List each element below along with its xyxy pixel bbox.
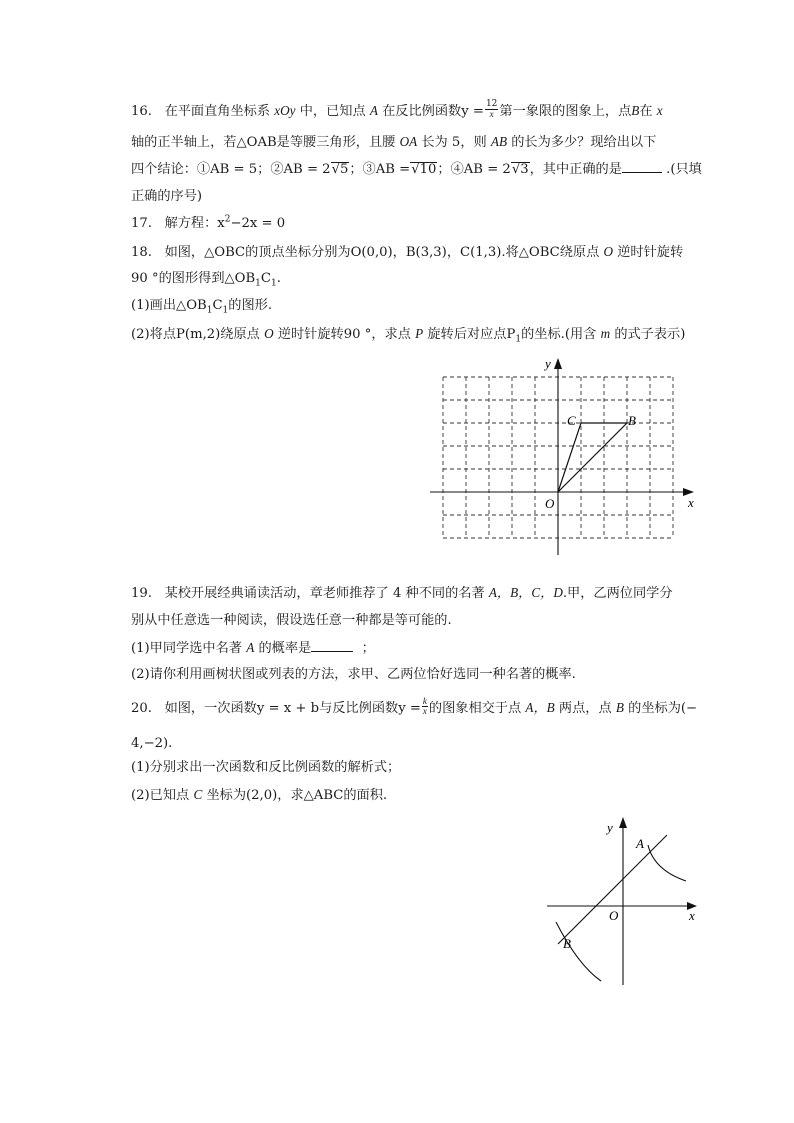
- label-O: O: [545, 496, 555, 511]
- q16-line-3: 四个结论：①AB = 5；②AB = 2√5；③AB =√10；④AB = 2√3，其中正确的是 .(只填: [131, 162, 702, 177]
- q20-graph-figure: [540, 815, 705, 990]
- label-y: y: [607, 820, 613, 835]
- answer-blank[interactable]: [311, 639, 353, 652]
- q19-line-2: 别从中任意选一种阅读，假设选任意一种都是等可能的.: [131, 613, 452, 628]
- q19-line-1: 19. 某校开展经典诵读活动，章老师推荐了 4 种不同的名著 A，B，C，D.甲，乙两位同学分: [131, 585, 673, 601]
- q20-part-2: (2)已知点 C 坐标为(2,0)，求△ABC的面积.: [131, 787, 388, 803]
- q19-number: 19.: [131, 586, 152, 601]
- label-B: B: [563, 936, 571, 951]
- q16-line-4: 正确的序号): [131, 189, 203, 204]
- q18-line-2: 90 °的图形得到$\triangle OB_1C_1$.: [131, 271, 281, 289]
- y-axis-arrow: [554, 358, 562, 369]
- q18-part-2: (2)将点P(m,2)绕原点 O 逆时针旋转90 °，求点 P 旋转后对应点$P_1$的坐标.(用含 m 的式子表示): [131, 326, 686, 345]
- q17-line: 17. 解方程：$x^2-2x = 0$: [131, 214, 286, 231]
- q16-number: 16.: [131, 104, 152, 119]
- q18-line-1: 18. 如图，△OBC的顶点坐标分别为O(0,0)，B(3,3)，C(1,3).将△OBC绕原点 O 逆时针旋转: [131, 244, 684, 260]
- fraction-12-over-x: $\frac{12}{x}$: [485, 99, 498, 119]
- label-x: x: [688, 495, 694, 510]
- label-C: C: [567, 413, 576, 428]
- y-axis-arrow: [619, 817, 627, 828]
- label-B: B: [628, 413, 636, 428]
- linear-function-line: [558, 835, 667, 944]
- q20-part-1: (1)分别求出一次函数和反比例函数的解析式；: [131, 760, 401, 775]
- q18-grid-figure: [425, 350, 705, 560]
- q18-part-1: (1)画出$\triangle OB_1C_1$的图形.: [131, 298, 273, 316]
- q20-number: 20.: [131, 701, 152, 716]
- label-A: A: [636, 836, 644, 851]
- label-x: x: [689, 908, 695, 923]
- fraction-k-over-x: $\frac{k}{x}$: [422, 696, 427, 716]
- triangle-OBC: [558, 423, 627, 492]
- q16-line-2: 轴的正半轴上，若△OAB是等腰三角形，且腰 OA 长为 5，则 AB 的长为多少？现给出以下: [131, 134, 657, 150]
- hyperbola-first-quadrant: [648, 845, 686, 881]
- q18-number: 18.: [131, 245, 152, 260]
- label-O: O: [609, 908, 619, 923]
- hyperbola-third-quadrant: [556, 922, 601, 981]
- q16-line-1: 16. 在平面直角坐标系 xOy 中，已知点 A 在反比例函数y = $\frac{12}{x}$ 第一象限的图象上，点B在 x: [131, 99, 663, 119]
- label-y: y: [545, 356, 551, 371]
- q20-line-1: 20. 如图，一次函数y = x + b与反比例函数y = $\frac{k}{x}$ 的图象相交于点 A，B 两点，点 B 的坐标为(−: [131, 696, 698, 716]
- q17-number: 17.: [131, 216, 152, 231]
- q20-line-2: 4,−2).: [131, 736, 173, 751]
- q19-part-1: (1)甲同学选中名著 A 的概率是 ；: [131, 640, 375, 656]
- answer-blank[interactable]: [622, 160, 662, 173]
- q19-part-2: (2)请你利用画树状图或列表的方法，求甲、乙两位恰好选同一种名著的概率.: [131, 667, 576, 682]
